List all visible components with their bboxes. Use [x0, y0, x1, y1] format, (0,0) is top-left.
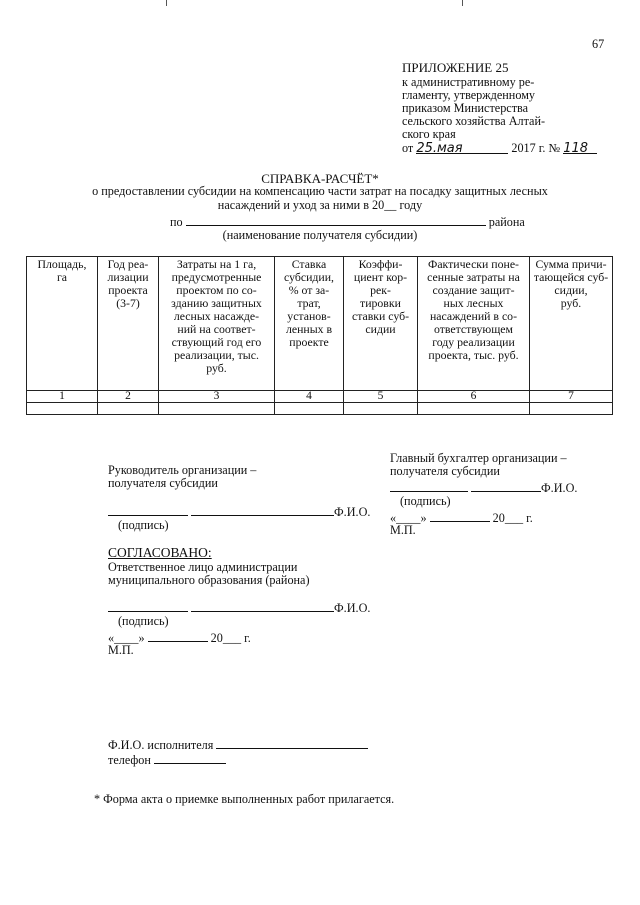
header-text: проектом по со-: [176, 283, 257, 297]
name-blank: [191, 600, 334, 612]
recipient-blank: [186, 214, 486, 226]
stamp-place: М.П.: [390, 523, 416, 537]
header-text: тировки: [360, 296, 401, 310]
column-number: 6: [418, 391, 530, 403]
name-blank: [471, 480, 541, 492]
official-signature-line: [108, 600, 370, 615]
agreed-heading: СОГЛАСОВАНО:: [108, 545, 212, 560]
head-signature-line: [108, 504, 370, 519]
date-year-suffix: г.: [526, 511, 533, 525]
header-text: рек-: [370, 283, 391, 297]
table-number-row: [27, 391, 613, 403]
official-title: Ответственное лицо администрации: [108, 560, 298, 574]
appendix-title: ПРИЛОЖЕНИЕ 25: [402, 60, 509, 75]
phone-blank: [154, 752, 226, 764]
header-cell: [98, 257, 159, 391]
header-text: циент кор-: [353, 270, 408, 284]
chief-accountant-signature-line: [390, 480, 577, 495]
header-text: Площадь,: [37, 257, 87, 271]
date-month-blank: [148, 630, 208, 642]
header-text: сидии: [365, 322, 396, 336]
header-text: лизации: [107, 270, 149, 284]
header-cell: [418, 257, 530, 391]
calculation-table: [26, 256, 613, 415]
name-blank: [191, 504, 334, 516]
header-text: Затраты на 1 га,: [176, 257, 257, 271]
header-text: ний на соответ-: [177, 322, 256, 336]
table-cell: [344, 403, 418, 415]
header-cell: [159, 257, 275, 391]
signature-caption: (подпись): [400, 494, 451, 508]
header-text: % от за-: [288, 283, 330, 297]
column-number: 3: [159, 391, 275, 403]
appendix-block: [402, 60, 600, 155]
chief-accountant-title: Главный бухгалтер организации –: [390, 451, 567, 465]
title-recipient-line: [170, 214, 525, 229]
table-cell: [530, 403, 613, 415]
header-text: сидии,: [554, 283, 588, 297]
header-text: Фактически поне-: [428, 257, 519, 271]
header-text: Ставка: [291, 257, 327, 271]
header-text: ленных в: [285, 322, 333, 336]
executor-label: Ф.И.О. исполнителя: [108, 738, 214, 752]
head-title: Руководитель организации –: [108, 463, 257, 477]
appendix-line: приказом Министерства: [402, 101, 529, 115]
header-text: Коэффи-: [358, 257, 403, 271]
header-text: реализации, тыс.: [174, 348, 259, 362]
chief-accountant-title: получателя субсидии: [390, 464, 500, 478]
handwritten-date: 25.мая: [416, 142, 508, 154]
header-text: руб.: [206, 361, 227, 375]
appendix-line: гламенту, утвержденному: [402, 88, 535, 102]
column-number: 1: [27, 391, 98, 403]
header-text: ответствующем: [434, 322, 513, 336]
header-text: ных лесных: [443, 296, 504, 310]
title-suffix: района: [488, 215, 525, 229]
phone-line: [108, 752, 226, 767]
head-title: получателя субсидии: [108, 476, 218, 490]
header-text: установ-: [287, 309, 331, 323]
date-year: 20___: [210, 631, 242, 645]
column-number: 2: [98, 391, 159, 403]
appendix-date-line: [402, 142, 600, 155]
appendix-line: сельского хозяйства Алтай-: [402, 114, 546, 128]
table-row: [27, 403, 613, 415]
header-text: (3-7): [116, 296, 140, 310]
column-number: 4: [275, 391, 344, 403]
table-cell: [418, 403, 530, 415]
header-text: Сумма причи-: [535, 257, 607, 271]
column-number: 7: [530, 391, 613, 403]
title-line: насаждений и уход за ними в 20__ году: [217, 198, 423, 212]
header-text: лесных насажде-: [173, 309, 260, 323]
signature-blank: [108, 504, 188, 516]
table-header-row: [27, 257, 613, 391]
table-cell: [27, 403, 98, 415]
header-text: насаждений в со-: [429, 309, 518, 323]
scan-mark: [166, 0, 167, 6]
header-text: проекта, тыс. руб.: [428, 348, 519, 362]
date-day: «____»: [108, 631, 145, 645]
signature-caption: (подпись): [118, 614, 169, 628]
title-caption: (наименование получателя субсидии): [222, 228, 418, 242]
header-cell: [530, 257, 613, 391]
document-title: СПРАВКА-РАСЧЁТ*: [261, 171, 379, 186]
fio-label: Ф.И.О.: [334, 505, 371, 519]
header-text: проекте: [289, 335, 329, 349]
header-text: зданию защитных: [171, 296, 262, 310]
fio-label: Ф.И.О.: [541, 481, 578, 495]
footnote: * Форма акта о приемке выполненных работ прилагается.: [94, 792, 395, 806]
appendix-line: к административному ре-: [402, 75, 535, 89]
phone-label: телефон: [108, 753, 151, 767]
signature-blank: [390, 480, 468, 492]
title-line: о предоставлении субсидии на компенсацию части затрат на посадку защитных лесных: [92, 184, 548, 198]
fio-label: Ф.И.О.: [334, 601, 371, 615]
signature-caption: (подпись): [118, 518, 169, 532]
executor-blank: [216, 737, 368, 749]
page-number: 67: [592, 37, 605, 51]
appendix-line: ского края: [402, 127, 456, 141]
title-prefix: по: [170, 215, 183, 229]
date-month-blank: [430, 510, 490, 522]
header-text: руб.: [560, 296, 582, 310]
header-cell: [344, 257, 418, 391]
header-text: трат,: [297, 296, 321, 310]
table-cell: [98, 403, 159, 415]
date-year: 20___: [492, 511, 524, 525]
header-text: сенные затраты на: [427, 270, 520, 284]
column-number: 5: [344, 391, 418, 403]
header-text: году реализации: [432, 335, 515, 349]
header-text: проекта: [108, 283, 148, 297]
header-text: создание защит-: [432, 283, 515, 297]
scan-mark: [462, 0, 463, 6]
header-text: тающейся суб-: [533, 270, 609, 284]
header-cell: [275, 257, 344, 391]
header-text: га: [56, 270, 68, 284]
header-text: ставки суб-: [351, 309, 410, 323]
handwritten-number: 118: [563, 142, 597, 154]
header-text: предусмотренные: [171, 270, 262, 284]
date-day: «____»: [390, 511, 427, 525]
date-year-suffix: г.: [244, 631, 251, 645]
table-cell: [159, 403, 275, 415]
header-text: субсидии,: [284, 270, 334, 284]
header-text: Год реа-: [107, 257, 149, 271]
date-prefix: от: [402, 141, 414, 155]
table-cell: [275, 403, 344, 415]
executor-line: [108, 737, 368, 752]
year-text: 2017 г. №: [511, 141, 561, 155]
stamp-place: М.П.: [108, 643, 134, 657]
header-text: ствующий год его: [171, 335, 262, 349]
header-cell: [27, 257, 98, 391]
signature-blank: [108, 600, 188, 612]
official-title: муниципального образования (района): [108, 573, 310, 587]
